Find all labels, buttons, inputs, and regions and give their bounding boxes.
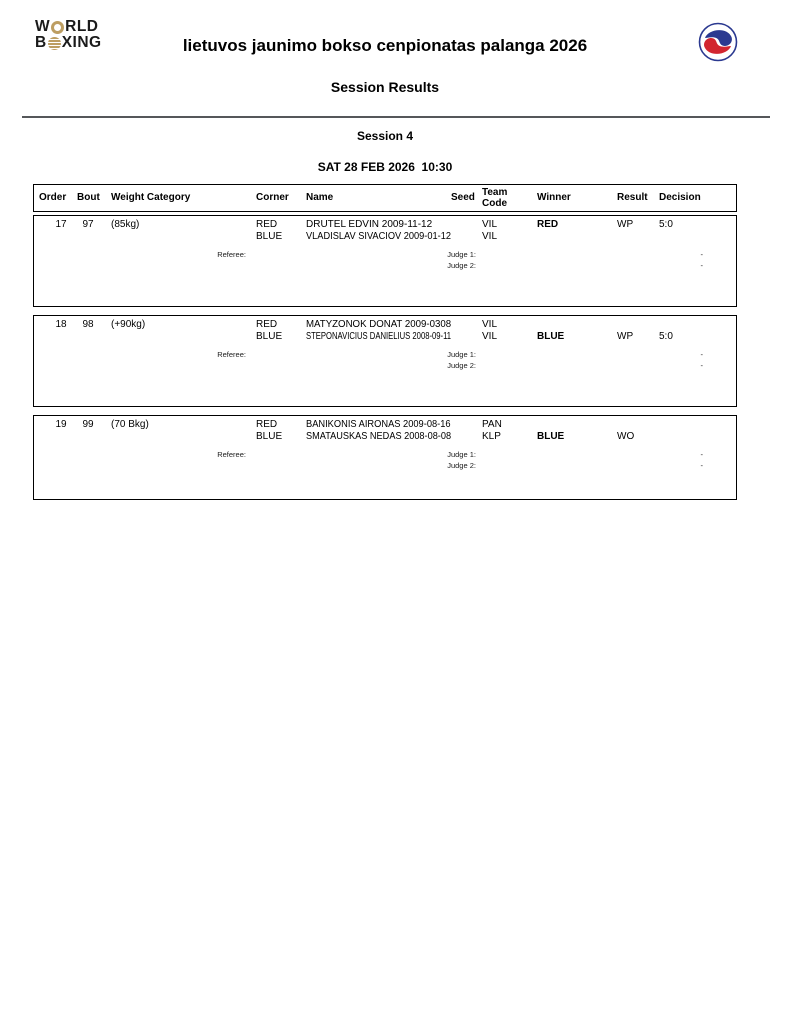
column-header-result: Result — [617, 192, 648, 203]
result-value: WP — [617, 331, 634, 342]
blue-corner-label: BLUE — [256, 331, 283, 342]
red-boxer-name — [306, 319, 451, 331]
bout-row-19 — [33, 415, 737, 500]
judge2-label: Judge 2: — [447, 461, 476, 470]
boxer-name-text: STEPONAVICIUS DANIELIUS 2008-09-11 — [306, 331, 452, 342]
column-header-corner: Corner — [256, 192, 289, 203]
judge1-mark: - — [700, 450, 703, 459]
bout-order: 17 — [55, 219, 67, 230]
result-value: WO — [617, 431, 635, 442]
red-corner-label: RED — [256, 419, 278, 430]
session-title: Session 4 — [356, 129, 414, 143]
red-team-code: VIL — [482, 219, 498, 230]
results-table-header — [33, 184, 737, 212]
blue-team-code: VIL — [482, 331, 498, 342]
boxer-name-text: MATYZONOK DONAT 2009-0308 — [306, 319, 452, 330]
bout-number: 97 — [82, 219, 94, 230]
judge1-label: Judge 1: — [447, 450, 476, 459]
logo-text: B — [35, 34, 47, 52]
blue-corner-label: BLUE — [256, 231, 283, 242]
logo-text: RLD — [65, 18, 99, 36]
column-header-seed: Seed — [451, 192, 475, 203]
boxer-name-text: DRUTEL EDVIN 2009-11-12 — [306, 219, 433, 230]
header-divider — [22, 116, 770, 118]
bout-number: 98 — [82, 319, 94, 330]
winner-value: BLUE — [537, 331, 565, 342]
red-corner-label: RED — [256, 219, 278, 230]
judge2-mark: - — [700, 261, 703, 270]
column-header-decision: Decision — [659, 192, 701, 203]
blue-boxer-name — [306, 331, 451, 343]
decision-value: 5:0 — [659, 219, 673, 230]
judge1-mark: - — [700, 350, 703, 359]
team-header-line2: Code — [482, 198, 507, 209]
bout-weight-category: (70 Bkg) — [111, 419, 149, 430]
decision-value: 5:0 — [659, 331, 673, 342]
logo-text: XING — [61, 34, 102, 52]
blue-boxer-name — [306, 231, 451, 243]
boxer-name-text: VLADISLAV SIVACIOV 2009-01-12 — [306, 231, 452, 242]
result-value: WP — [617, 219, 634, 230]
judge1-label: Judge 1: — [447, 250, 476, 259]
bout-order: 19 — [55, 419, 67, 430]
bout-weight-category: (+90kg) — [111, 319, 146, 330]
world-boxing-logo-line1 — [35, 19, 102, 35]
judge2-mark: - — [700, 361, 703, 370]
bout-number: 99 — [82, 419, 94, 430]
document-subtitle: Session Results — [330, 79, 440, 95]
column-header-weight: Weight Category — [111, 192, 191, 203]
bout-order: 18 — [55, 319, 67, 330]
session-datetime: SAT 28 FEB 2026 10:30 — [317, 160, 453, 174]
column-header-order: Order — [39, 192, 67, 203]
column-header-name: Name — [306, 192, 334, 203]
column-header-bout: Bout — [77, 192, 100, 203]
blue-corner-label: BLUE — [256, 431, 283, 442]
judge2-label: Judge 2: — [447, 261, 476, 270]
logo-text: W — [35, 18, 51, 36]
red-corner-label: RED — [256, 319, 278, 330]
referee-label: Referee: — [217, 450, 246, 459]
boxer-name-text: SMATAUSKAS NEDAS 2008-08-08 — [306, 431, 452, 442]
judge1-mark: - — [700, 250, 703, 259]
referee-label: Referee: — [217, 350, 246, 359]
judge2-mark: - — [700, 461, 703, 470]
gold-ring-icon — [51, 21, 64, 34]
column-header-winner: Winner — [537, 192, 571, 203]
judge1-label: Judge 1: — [447, 350, 476, 359]
red-boxer-name — [306, 419, 451, 431]
document-title: lietuvos jaunimo bokso cenpionatas palanga 2026 — [182, 36, 588, 55]
bout-weight-category: (85kg) — [111, 219, 140, 230]
red-boxer-name — [306, 219, 451, 231]
winner-value: BLUE — [537, 431, 565, 442]
blue-boxer-name — [306, 431, 451, 443]
winner-value: RED — [537, 219, 559, 230]
bout-row-17 — [33, 215, 737, 307]
judge2-label: Judge 2: — [447, 361, 476, 370]
blue-team-code: VIL — [482, 231, 498, 242]
boxer-name-text: BANIKONIS AIRONAS 2009-08-16 — [306, 419, 451, 430]
blue-team-code: KLP — [482, 431, 501, 442]
federation-emblem-icon — [698, 22, 738, 67]
red-team-code: PAN — [482, 419, 502, 430]
column-header-team-code — [482, 187, 507, 209]
referee-label: Referee: — [217, 250, 246, 259]
team-header-line1: Team — [482, 187, 508, 198]
bout-row-18 — [33, 315, 737, 407]
red-team-code: VIL — [482, 319, 498, 330]
